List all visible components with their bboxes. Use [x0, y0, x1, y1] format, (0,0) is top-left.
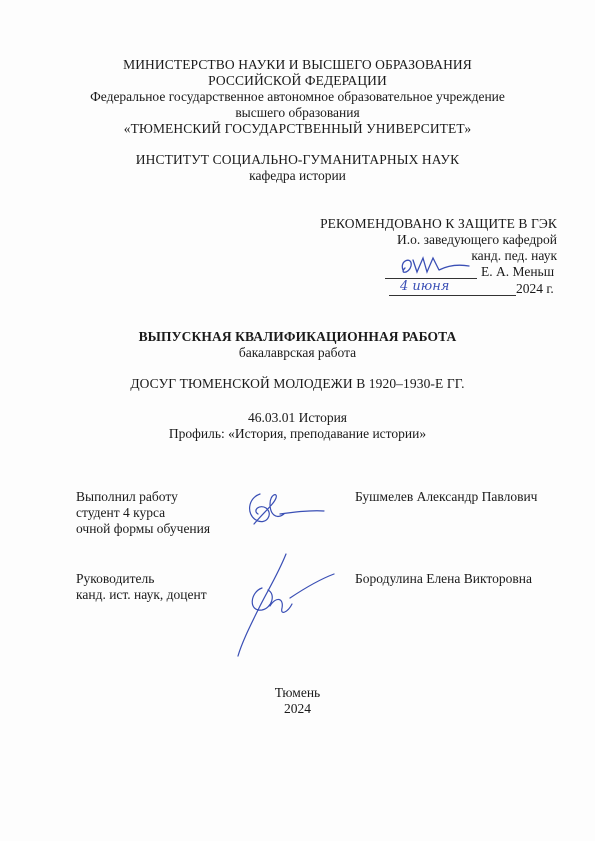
approval-name: Е. А. Меньш — [481, 264, 555, 279]
footer-year: 2024 — [284, 701, 311, 716]
institution-line-1: Федеральное государственное автономное образовательное учреждение — [90, 89, 505, 104]
institution-line-2: высшего образования — [235, 105, 360, 120]
work-type-title: ВЫПУСКНАЯ КВАЛИФИКАЦИОННАЯ РАБОТА — [138, 329, 457, 344]
work-topic: ДОСУГ ТЮМЕНСКОЙ МОЛОДЕЖИ В 1920–1930-Е ГГ. — [130, 376, 465, 391]
university-name: «ТЮМЕНСКИЙ ГОСУДАРСТВЕННЫЙ УНИВЕРСИТЕТ» — [123, 121, 472, 136]
approval-degree: канд. пед. наук — [471, 248, 557, 263]
institute-name: ИНСТИТУТ СОЦИАЛЬНО-ГУМАНИТАРНЫХ НАУК — [135, 152, 460, 167]
approval-position: И.о. заведующего кафедрой — [397, 232, 557, 247]
ministry-line-1: МИНИСТЕРСТВО НАУКИ И ВЫСШЕГО ОБРАЗОВАНИЯ — [123, 57, 472, 72]
work-subtype: бакалаврская работа — [238, 345, 357, 360]
author-label-1: Выполнил работу — [76, 489, 178, 504]
author-label-2: студент 4 курса — [76, 505, 166, 520]
supervisor-label-2: канд. ист. наук, доцент — [76, 587, 207, 602]
approval-year: 2024 г. — [516, 281, 554, 296]
supervisor-signature — [228, 550, 338, 660]
supervisor-name: Бородулина Елена Викторовна — [355, 571, 532, 586]
footer-city: Тюмень — [274, 685, 321, 700]
ministry-line-2: РОССИЙСКОЙ ФЕДЕРАЦИИ — [208, 73, 387, 88]
work-profile: Профиль: «История, преподавание истории» — [168, 426, 427, 441]
supervisor-label-1: Руководитель — [76, 571, 155, 586]
work-code: 46.03.01 История — [247, 410, 348, 425]
department-name: кафедра истории — [249, 168, 346, 183]
approval-recommended: РЕКОМЕНДОВАНО К ЗАЩИТЕ В ГЭК — [320, 216, 557, 231]
approval-date-handwritten — [398, 274, 478, 296]
svg-text:4 июня: 4 июня — [400, 279, 450, 294]
author-name: Бушмелев Александр Павлович — [355, 489, 538, 504]
author-label-3: очной формы обучения — [76, 521, 211, 536]
author-signature — [240, 484, 330, 534]
